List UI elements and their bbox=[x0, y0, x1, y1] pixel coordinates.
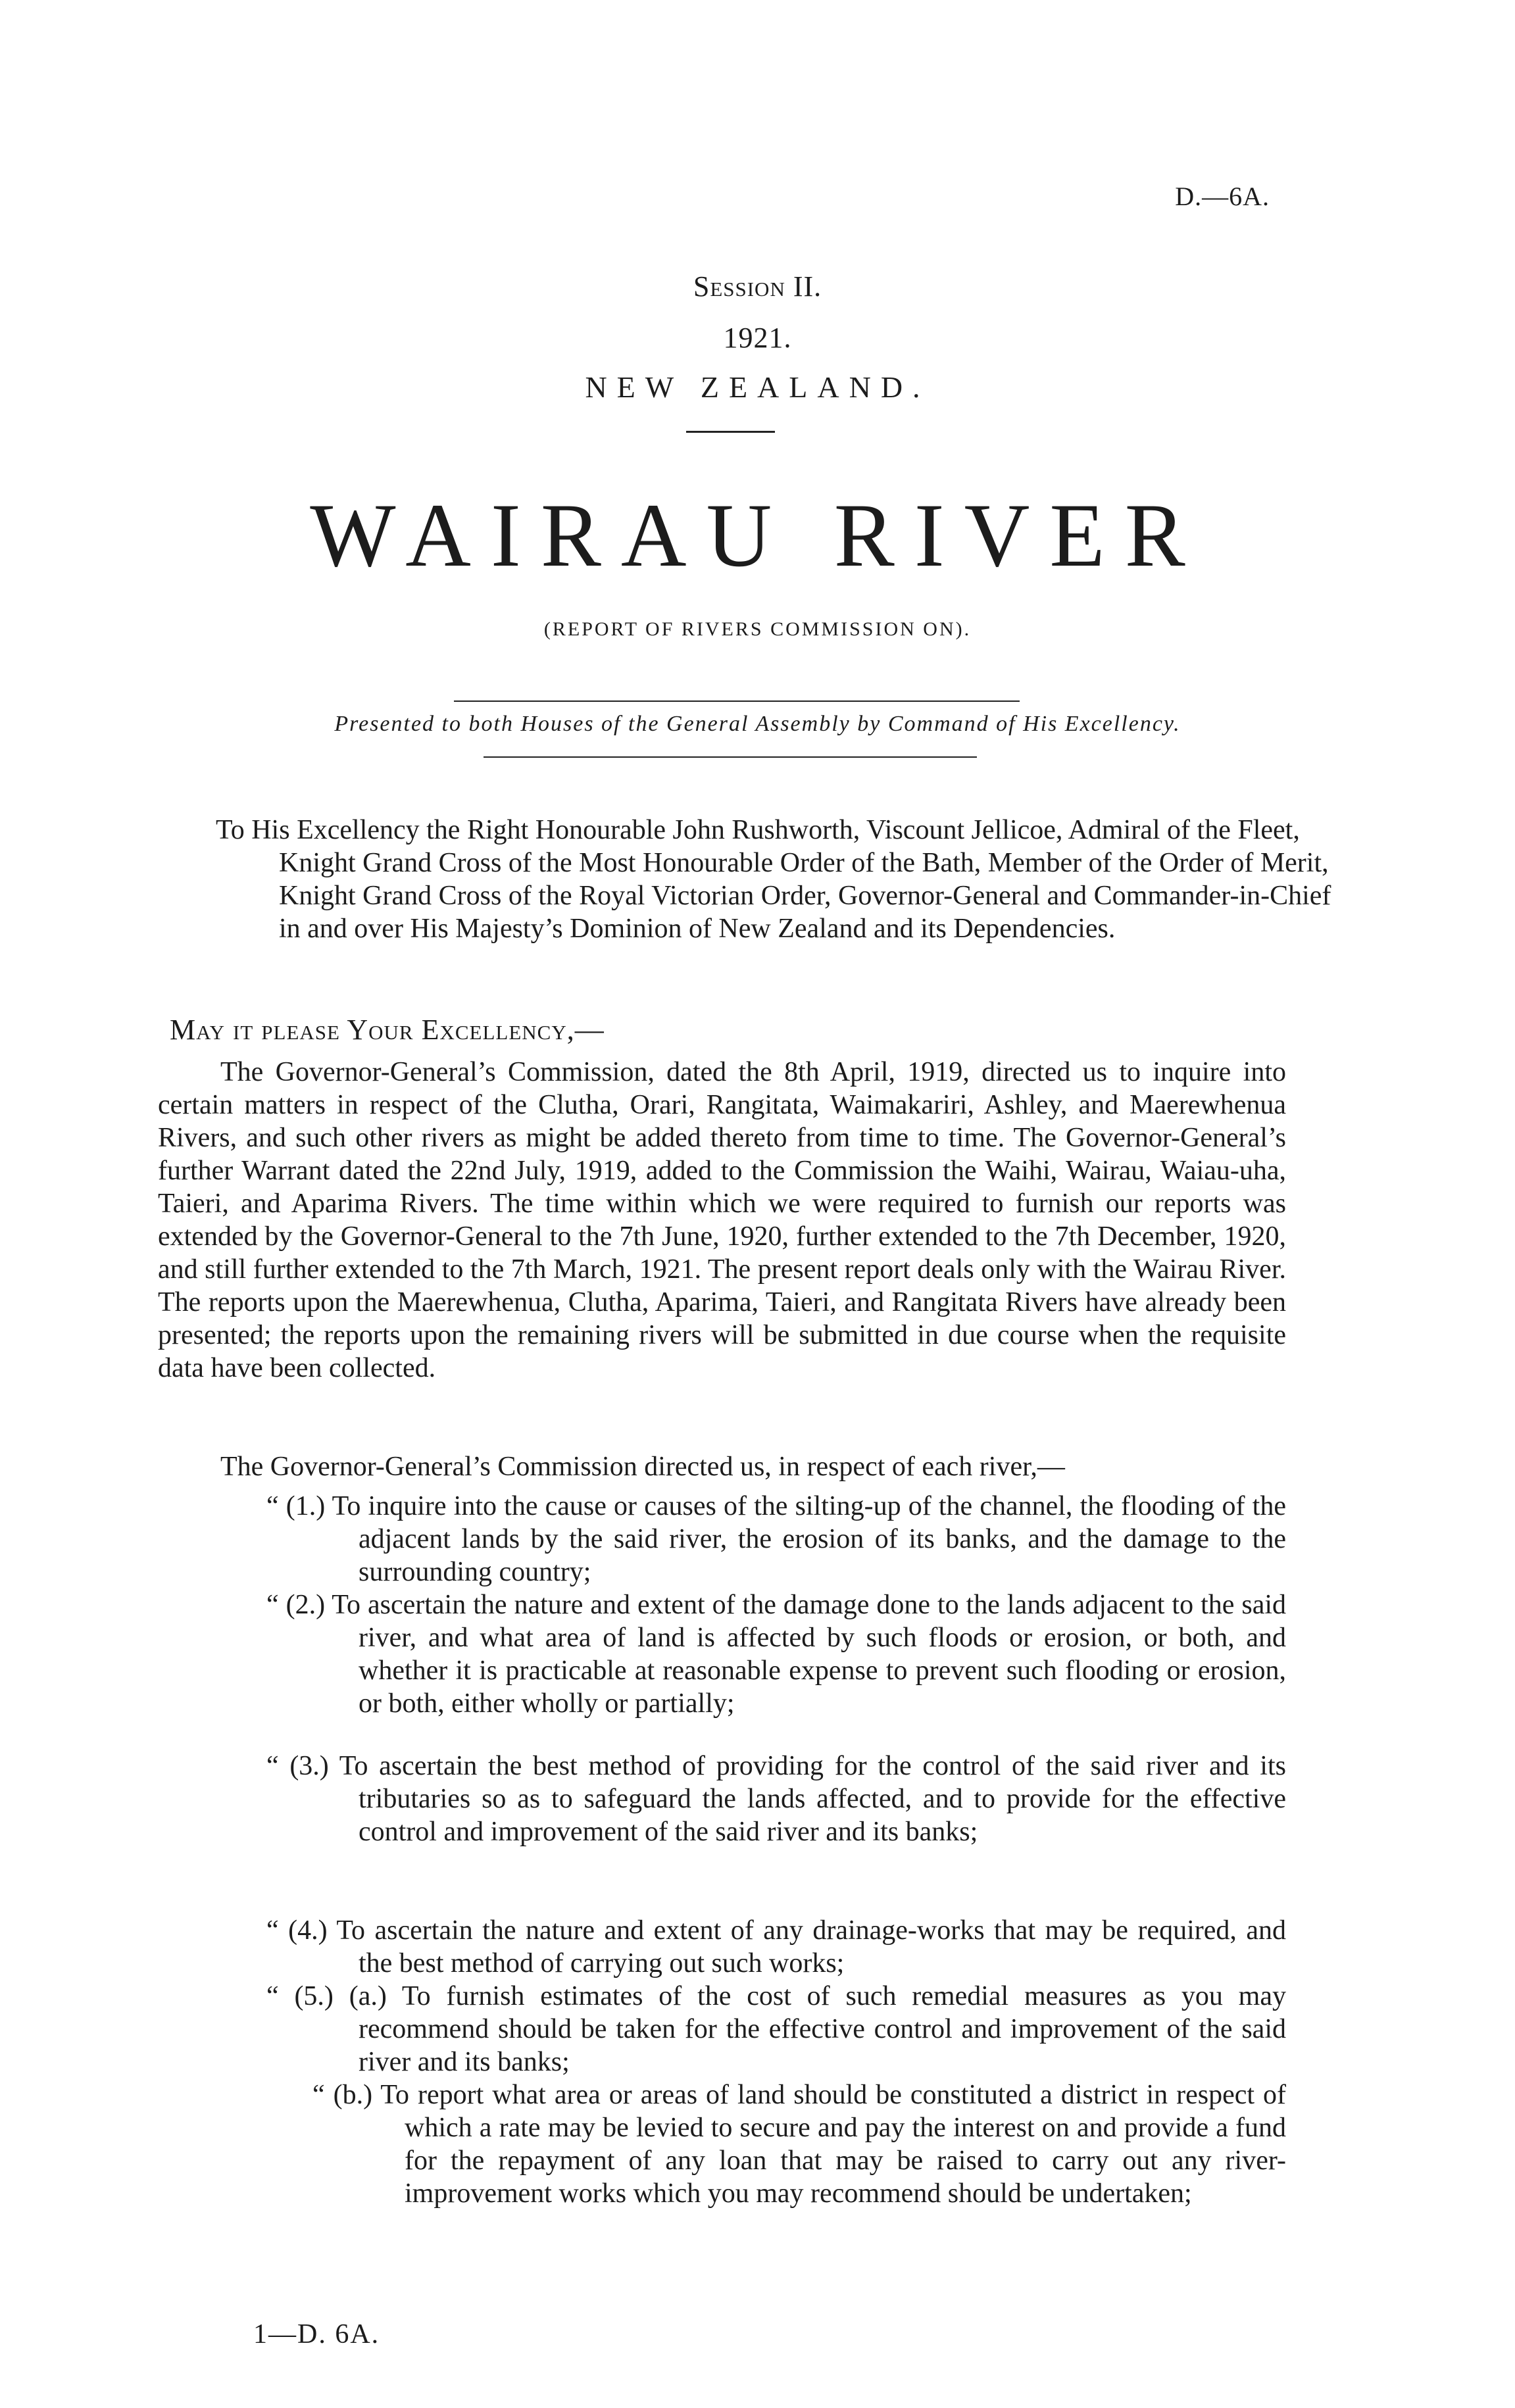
list-item-text: “ (3.) To ascertain the best method of providing for the control of the said river and its tributaries so as to safeguard the lands affected, and to provide for the effective control and improvement of the said river and its banks; bbox=[266, 1751, 1286, 1847]
divider-upper bbox=[454, 700, 1020, 702]
list-item-text: “ (5.) (a.) To furnish estimates of the cost of such remedial measures as you may recommend should be taken for the effective control and improvement of the said river and its banks; bbox=[266, 1981, 1286, 2077]
paper-reference: D.—6A. bbox=[1175, 182, 1270, 211]
list-item-text: “ (b.) To report what area or areas of land should be constituted a district in respect of which a rate may be levied to secure and pay the interest on and provide a fund for the repayment of any loan that may be raised to carry out any river-improvement works which you may recommend should be undertaken; bbox=[312, 2080, 1286, 2209]
list-item bbox=[237, 1750, 1286, 1848]
list-item-text: “ (4.) To ascertain the nature and extent of any drainage-works that may be required, and the best method of carrying out such works; bbox=[266, 1915, 1286, 1978]
divider-lower bbox=[484, 756, 977, 758]
divider-short bbox=[686, 431, 775, 433]
salutation: May it please Your Excellency,— bbox=[170, 1014, 605, 1046]
presented-line: Presented to both Houses of the General Assembly by Command of His Excellency. bbox=[334, 712, 1181, 736]
document-subtitle: (REPORT OF RIVERS COMMISSION ON). bbox=[543, 618, 972, 640]
list-item bbox=[237, 1980, 1286, 2078]
list-item bbox=[283, 2078, 1286, 2210]
document-title: WAIRAU RIVER bbox=[310, 485, 1205, 585]
year-label: 1921. bbox=[723, 322, 792, 354]
country-label: NEW ZEALAND. bbox=[585, 370, 930, 404]
session-label: Session II. bbox=[693, 270, 822, 303]
list-item bbox=[237, 1490, 1286, 1588]
list-item bbox=[237, 1588, 1286, 1720]
page-footer: 1—D. 6A. bbox=[253, 2319, 380, 2349]
body-paragraph: The Governor-General’s Commission, dated the 8th April, 1919, directed us to inquire into certain matters in respect of the Clutha, Orari, Rangitata, Waimakariri, Ashley, and Maerewhenua Rivers, and such other rivers as might be added thereto from time to time. The Governor-General’s further Warrant dated the 22nd July, 1919, added to the Commission the Waihi, Wairau, Waiau-uha, Taieri, and Aparima Rivers. The time within which we were required to furnish our reports was extended by the Governor-General to the 7th June, 1920, further extended to the 7th December, 1920, and still further extended to the 7th March, 1921. The present report deals only with the Wairau River. The reports upon the Maerewhenua, Clutha, Aparima, Taieri, and Rangitata Rivers have already been presented; the reports upon the remaining rivers will be submitted in due course when the requisite data have been collected. bbox=[158, 1057, 1286, 1383]
addressee-paragraph: To His Excellency the Right Honourable John Rushworth, Viscount Jellicoe, Admiral of the Fleet, Knight Grand Cross of the Most Honourable Order of the Bath, Member of the Order of Merit, Knight Grand Cross of the Royal Victorian Order, Governor-General and Commander-in-Chief in and over His Majesty’s Dominion of New Zealand and its Dependencies. bbox=[216, 815, 1331, 944]
list-item-text: “ (1.) To inquire into the cause or causes of the silting-up of the channel, the flooding of the adjacent lands by the said river, the erosion of its banks, and the damage to the surrounding country; bbox=[266, 1491, 1286, 1587]
list-item bbox=[237, 1914, 1286, 1980]
body-paragraph: The Governor-General’s Commission directed us, in respect of each river,— bbox=[220, 1452, 1065, 1482]
list-item-text: “ (2.) To ascertain the nature and extent of the damage done to the lands adjacent to the said river, and what area of land is affected by such floods or erosion, or both, and whether it is practicable at reasonable expense to prevent such flooding or erosion, or both, either wholly or partially; bbox=[266, 1590, 1286, 1719]
